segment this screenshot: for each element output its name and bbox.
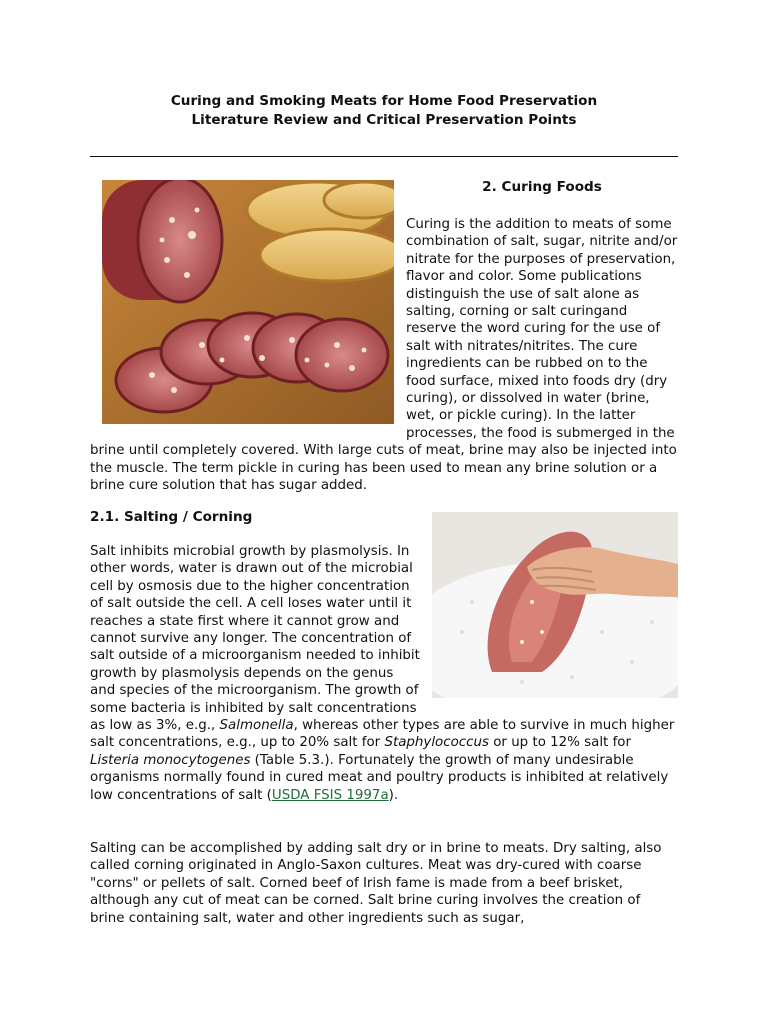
salting-paragraph-2-block [90, 840, 678, 927]
staphylococcus-term: Staphylococcus [384, 735, 489, 751]
salting-text-part-5: ). [388, 787, 399, 803]
header-divider [90, 156, 678, 157]
salting-paragraph-2: Salting can be accomplished by adding salt dry or in brine to meats. Dry salting, also called corning originated in Anglo-Saxon cultures. Meat was dry-cured with coarse "corns" or pellets of salt. Corned beef of Irish fame is made from a beef brisket, although any cut of meat can be corned. Salt brine curing involves the creation of brine containing salt, water and other ingredients such as sugar, [90, 841, 662, 926]
hand-salting-meat-image [432, 512, 678, 698]
salting-text-part-1: Salt inhibits microbial growth by plasmolysis. In other words, water is drawn out of the microbial cell by osmosis due to the higher concentration of salt outside the cell. A cell loses water until it reaches a state first where it cannot grow and cannot survive any longer. The concentration of salt outside of a microorganism needed to inhibit growth by plasmolysis depends on the genus and species of the microorganism. The growth of some bacteria is inhibited by salt concentrations as low as 3%, e.g., [90, 544, 420, 734]
salami-slices-image [102, 180, 394, 424]
section-salting-corning [90, 508, 678, 804]
section-curing-foods [90, 178, 678, 495]
document-header [90, 92, 678, 130]
section-heading-salting-corning: 2.1. Salting / Corning [90, 509, 253, 525]
salting-text-part-2: , whereas other types are able to survive in much higher salt concentrations, e.g., up to 20% salt for [90, 718, 675, 751]
document-title: Curing and Smoking Meats for Home Food Preservation [170, 93, 598, 109]
salting-text-part-3: or up to 12% salt for [488, 735, 631, 751]
usda-fsis-reference-link[interactable]: USDA FSIS 1997a [271, 787, 389, 803]
listeria-term: Listeria monocytogenes [90, 752, 251, 768]
curing-foods-paragraph: Curing is the addition to meats of some combination of salt, sugar, nitrite and/or nitrate for the purposes of preservation, flavor and color. Some publications distinguish the use of salt alone as salting, corning or salt curingand reserve the word curing for the use of salt with nitrates/nitrites. The cure ingredients can be rubbed on to the food surface, mixed into foods dry (dry curing), or dissolved in water (brine, wet, or pickle curing). In the latter processes, the food is submerged in the brine until completely covered. With large cuts of meat, brine may also be injected into the muscle. The term pickle in curing has been used to mean any brine solution or a brine cure solution that has sugar added. [90, 217, 678, 494]
document-subtitle: Literature Review and Critical Preservation Points [191, 112, 577, 128]
section-heading-curing-foods: 2. Curing Foods [482, 179, 602, 195]
salting-text-part-4: (Table 5.3.). Fortunately the growth of many undesirable organisms normally found in cured meat and poultry products is inhibited at relatively low concentrations of salt ( [90, 752, 669, 803]
salmonella-term: Salmonella [219, 718, 294, 734]
